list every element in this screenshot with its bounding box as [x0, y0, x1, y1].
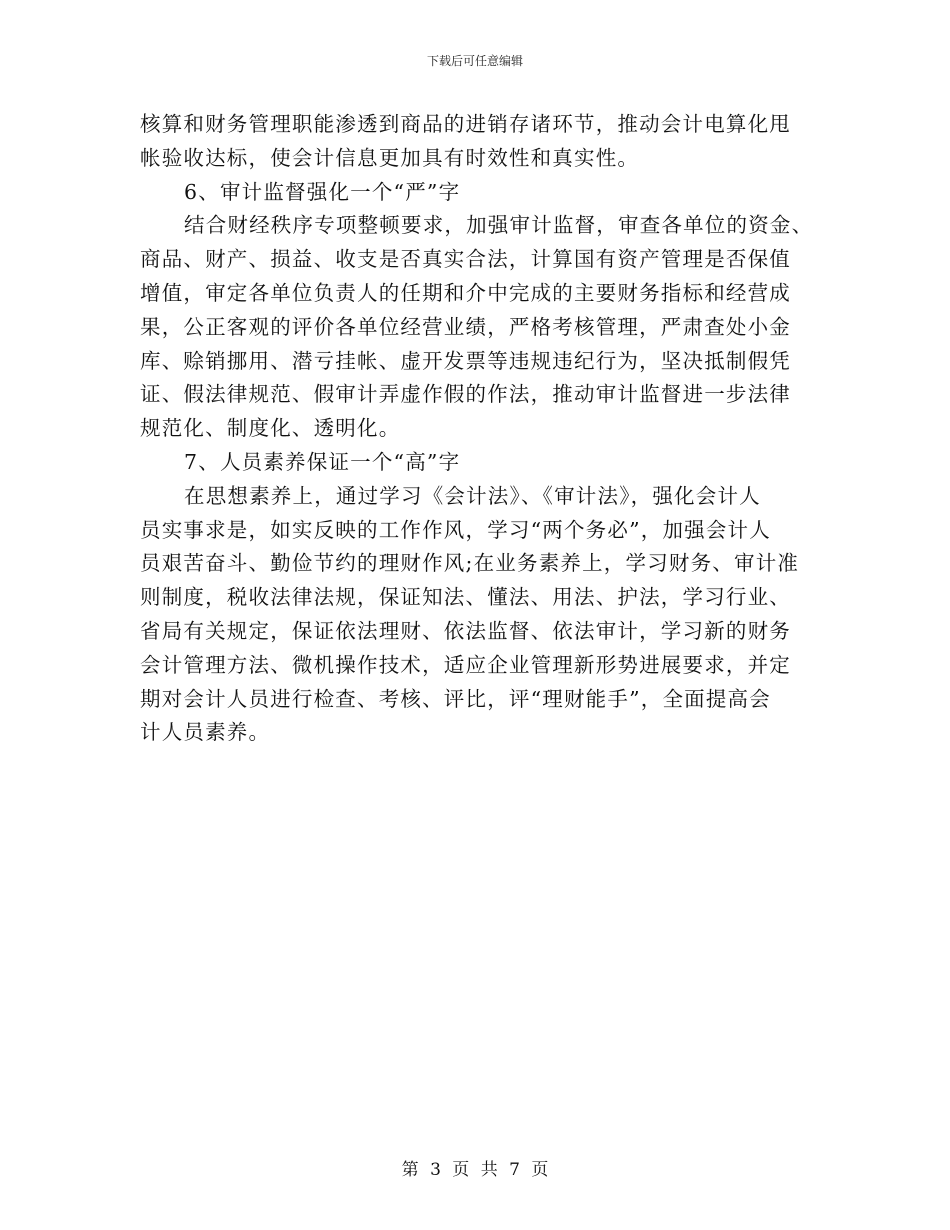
text-line: 期对会计人员进行检查、考核、评比，评“理财能手”，全面提高会: [140, 686, 771, 711]
text-line: 证、假法律规范、假审计弄虚作假的作法，推动审计监督进一步法律: [140, 382, 791, 407]
page-header-note: 下载后可任意编辑: [426, 54, 523, 68]
document-body: [140, 108, 815, 750]
text-line: 则制度，税收法律法规，保证知法、懂法、用法、护法，学习行业、: [140, 585, 791, 610]
section-heading: 6、审计监督强化一个“严”字: [184, 179, 461, 204]
text-line: 帐验收达标，使会计信息更加具有时效性和真实性。: [140, 145, 640, 170]
text-line: 会计管理方法、微机操作技术，适应企业管理新形势进展要求，并定: [140, 652, 791, 677]
text-line: 库、赊销挪用、潜亏挂帐、虚开发票等违规违纪行为，坚决抵制假凭: [140, 348, 791, 373]
text-line: 果，公正客观的评价各单位经营业绩，严格考核管理，严肃查处小金: [140, 314, 791, 339]
section-heading: 7、人员素养保证一个“高”字: [184, 449, 461, 474]
text-line: 员艰苦奋斗、勤俭节约的理财作风;在业务素养上，学习财务、审计准: [140, 551, 800, 576]
text-line: 规范化、制度化、透明化。: [140, 416, 401, 441]
page-number: 第 3 页 共 7 页: [401, 1160, 549, 1180]
text-line: 员实事求是，如实反映的工作作风，学习“两个务必”，加强会计人: [140, 517, 771, 542]
text-line: 核算和财务管理职能渗透到商品的进销存诸环节，推动会计电算化甩: [140, 112, 791, 136]
text-line: 省局有关规定，保证依法理财、依法监督、依法审计，学习新的财务: [140, 618, 791, 643]
text-line: 计人员素养。: [140, 720, 271, 745]
text-line: 增值，审定各单位负责人的任期和介中完成的主要财务指标和经营成: [140, 280, 791, 305]
text-line: 商品、财产、损益、收支是否真实合法，计算国有资产管理是否保值: [140, 247, 791, 272]
text-line: 在思想素养上，通过学习《会计法》、《审计法》，强化会计人: [184, 483, 761, 508]
text-line: 结合财经秩序专项整顿要求，加强审计监督，审查各单位的资金、: [184, 213, 814, 238]
